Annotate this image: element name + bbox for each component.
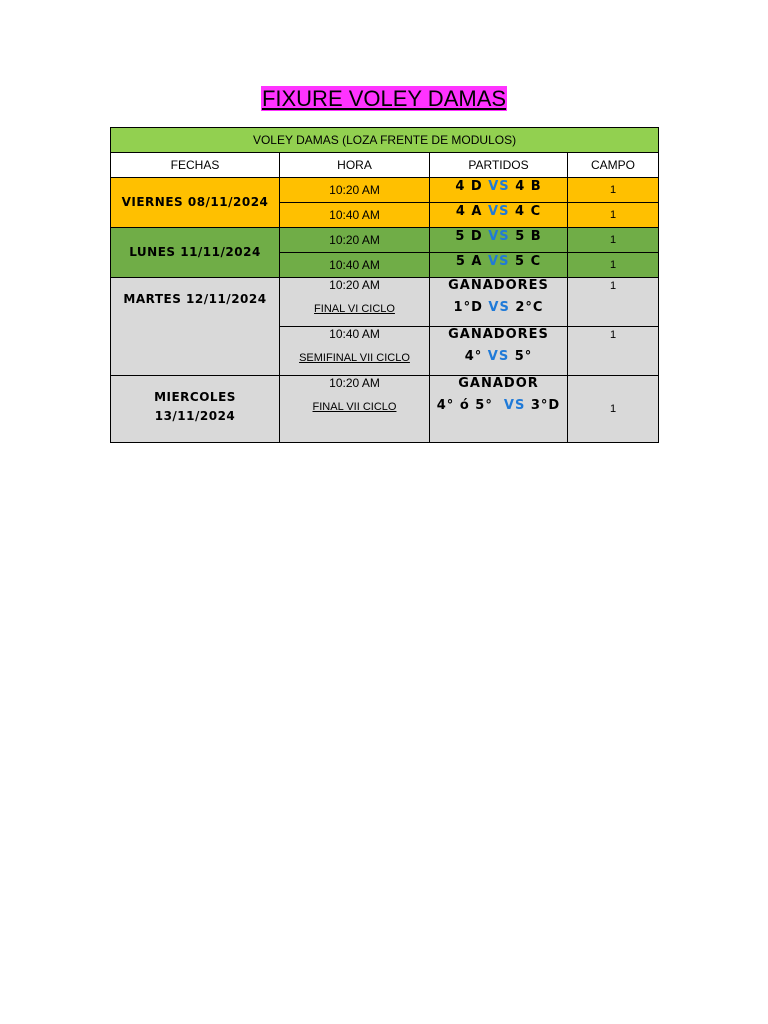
- hora-cell: 10:20 AM: [280, 228, 430, 253]
- header-fechas: FECHAS: [111, 153, 280, 178]
- vs-label: VS: [487, 349, 510, 364]
- header-row: [111, 153, 659, 178]
- header-campo: CAMPO: [568, 153, 659, 178]
- fixture-table: [110, 127, 659, 443]
- fecha-cell: MARTES 12/11/2024: [111, 278, 280, 376]
- hora-cell: 10:40 AM: [280, 203, 430, 228]
- vs-label: VS: [503, 398, 526, 413]
- campo-cell: 1: [568, 228, 659, 253]
- partido-cell: GANADORES 1°D VS 2°C: [430, 278, 568, 327]
- partido-cell: GANADOR 4° ó 5° VS 3°D: [430, 376, 568, 443]
- partido-cell: 4 D VS 4 B: [430, 178, 568, 203]
- campo-cell: 1: [568, 376, 659, 443]
- table-caption: VOLEY DAMAS (LOZA FRENTE DE MODULOS): [111, 128, 659, 153]
- page-title-text: FIXURE VOLEY DAMAS: [261, 86, 507, 111]
- campo-cell: 1: [568, 203, 659, 228]
- campo-cell: 1: [568, 327, 659, 376]
- hora-cell: 10:40 AM: [280, 253, 430, 278]
- partido-cell: 5 D VS 5 B: [430, 228, 568, 253]
- partido-cell: 4 A VS 4 C: [430, 203, 568, 228]
- vs-label: VS: [488, 300, 510, 315]
- caption-row: [111, 128, 659, 153]
- hora-cell: 10:20 AM FINAL VI CICLO: [280, 278, 430, 327]
- campo-cell: 1: [568, 253, 659, 278]
- vs-label: VS: [488, 254, 510, 269]
- header-hora: HORA: [280, 153, 430, 178]
- etapa-label: SEMIFINAL VII CICLO: [299, 352, 410, 364]
- hora-cell: 10:40 AM SEMIFINAL VII CICLO: [280, 327, 430, 376]
- fecha-cell: VIERNES 08/11/2024: [111, 178, 280, 228]
- partido-cell: 5 A VS 5 C: [430, 253, 568, 278]
- vs-label: VS: [488, 229, 510, 244]
- etapa-label: FINAL VII CICLO: [312, 401, 397, 413]
- header-partidos: PARTIDOS: [430, 153, 568, 178]
- vs-label: VS: [488, 179, 510, 194]
- partido-cell: GANADORES 4° VS 5°: [430, 327, 568, 376]
- table-row: [111, 376, 659, 443]
- table-row: [111, 178, 659, 203]
- table-row: [111, 278, 659, 327]
- table-row: [111, 228, 659, 253]
- hora-cell: 10:20 AM FINAL VII CICLO: [280, 376, 430, 443]
- fecha-cell: LUNES 11/11/2024: [111, 228, 280, 278]
- etapa-label: FINAL VI CICLO: [314, 303, 395, 315]
- hora-cell: 10:20 AM: [280, 178, 430, 203]
- campo-cell: 1: [568, 178, 659, 203]
- vs-label: VS: [488, 204, 510, 219]
- campo-cell: 1: [568, 278, 659, 327]
- fecha-cell: MIERCOLES 13/11/2024: [111, 376, 280, 443]
- page-title: [0, 86, 768, 112]
